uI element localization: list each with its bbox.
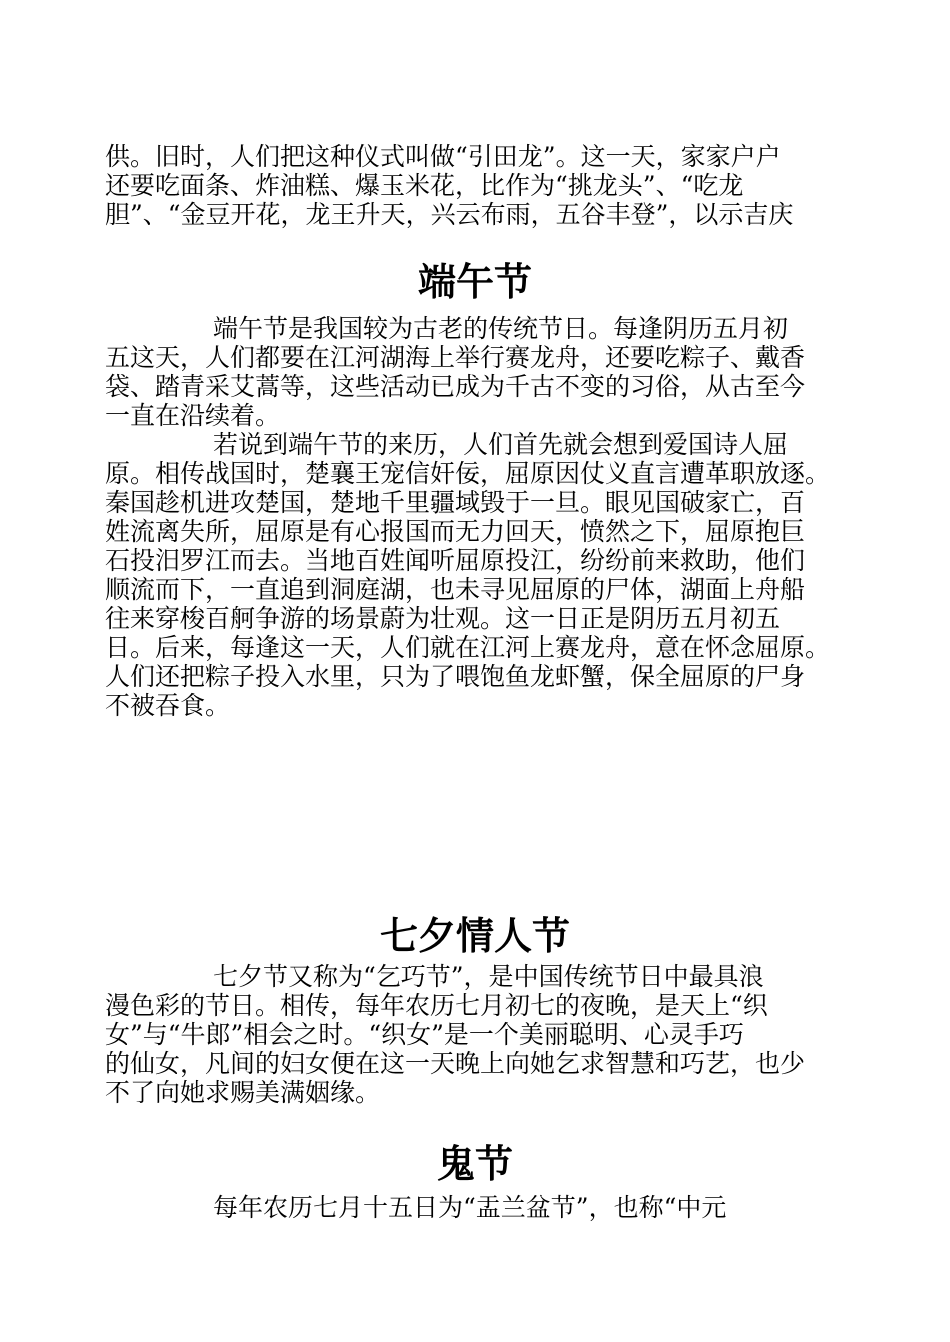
text-line: 每年农历七月十五日为“盂兰盆节”，也称“中元 — [213, 1193, 727, 1222]
qixi-paragraph-1 — [105, 962, 865, 1107]
intro-paragraph — [105, 142, 865, 229]
text-line: 秦国趁机进攻楚国，楚地千里疆域毁于一旦。眼见国破家亡，百 — [105, 488, 806, 517]
text-line: 不被吞食。 — [105, 691, 231, 720]
text-line: 供。旧时，人们把这种仪式叫做“引田龙”。这一天，家家户户 — [105, 142, 781, 171]
section-title-ghost: 鬼节 — [436, 1142, 513, 1186]
section-title-qixi: 七夕情人节 — [379, 914, 570, 958]
text-line: 原。相传战国时，楚襄王宠信奸佞，屈原因仗义直言遭革职放逐。 — [105, 459, 831, 488]
text-line: 还要吃面条、炸油糕、爆玉米花，比作为“挑龙头”、“吃龙 — [105, 171, 744, 200]
text-line: 端午节是我国较为古老的传统节日。每逢阴历五月初 — [213, 314, 789, 343]
text-line: 一直在沿续着。 — [105, 401, 281, 430]
text-line: 袋、踏青采艾蒿等，这些活动已成为千古不变的习俗，从古至今 — [105, 372, 806, 401]
text-line: 胆”、“金豆开花，龙王升天，兴云布雨，五谷丰登”，以示吉庆 — [105, 200, 794, 229]
text-line: 不了向她求赐美满姻缘。 — [105, 1078, 381, 1107]
text-line: 顺流而下，一直追到洞庭湖，也未寻见屈原的尸体，湖面上舟船 — [105, 575, 806, 604]
text-line: 人们还把粽子投入水里，只为了喂饱鱼龙虾蟹，保全屈原的尸身 — [105, 662, 806, 691]
section-title-dragon-boat: 端午节 — [417, 260, 532, 304]
text-line: 漫色彩的节日。相传，每年农历七月初七的夜晚，是天上“织 — [105, 991, 768, 1020]
text-line: 五这天，人们都要在江河湖海上举行赛龙舟，还要吃粽子、戴香 — [105, 343, 806, 372]
text-line: 往来穿梭百舸争游的场景蔚为壮观。这一日正是阴历五月初五 — [105, 604, 781, 633]
dragon-boat-paragraph-2 — [105, 430, 865, 720]
text-line: 姓流离失所，屈原是有心报国而无力回天，愤然之下，屈原抱巨 — [105, 517, 806, 546]
text-line: 若说到端午节的来历，人们首先就会想到爱国诗人屈 — [213, 430, 789, 459]
text-line: 七夕节又称为“乞巧节”，是中国传统节日中最具浪 — [213, 962, 764, 991]
text-line: 女”与“牛郎”相会之时。“织女”是一个美丽聪明、心灵手巧 — [105, 1020, 744, 1049]
ghost-paragraph-1 — [105, 1193, 865, 1222]
text-line: 石投汨罗江而去。当地百姓闻听屈原投江，纷纷前来救助，他们 — [105, 546, 806, 575]
text-line: 的仙女，凡间的妇女便在这一天晚上向她乞求智慧和巧艺，也少 — [105, 1049, 806, 1078]
dragon-boat-paragraph-1 — [105, 314, 865, 430]
text-line: 日。后来，每逢这一天，人们就在江河上赛龙舟，意在怀念屈原。 — [105, 633, 831, 662]
